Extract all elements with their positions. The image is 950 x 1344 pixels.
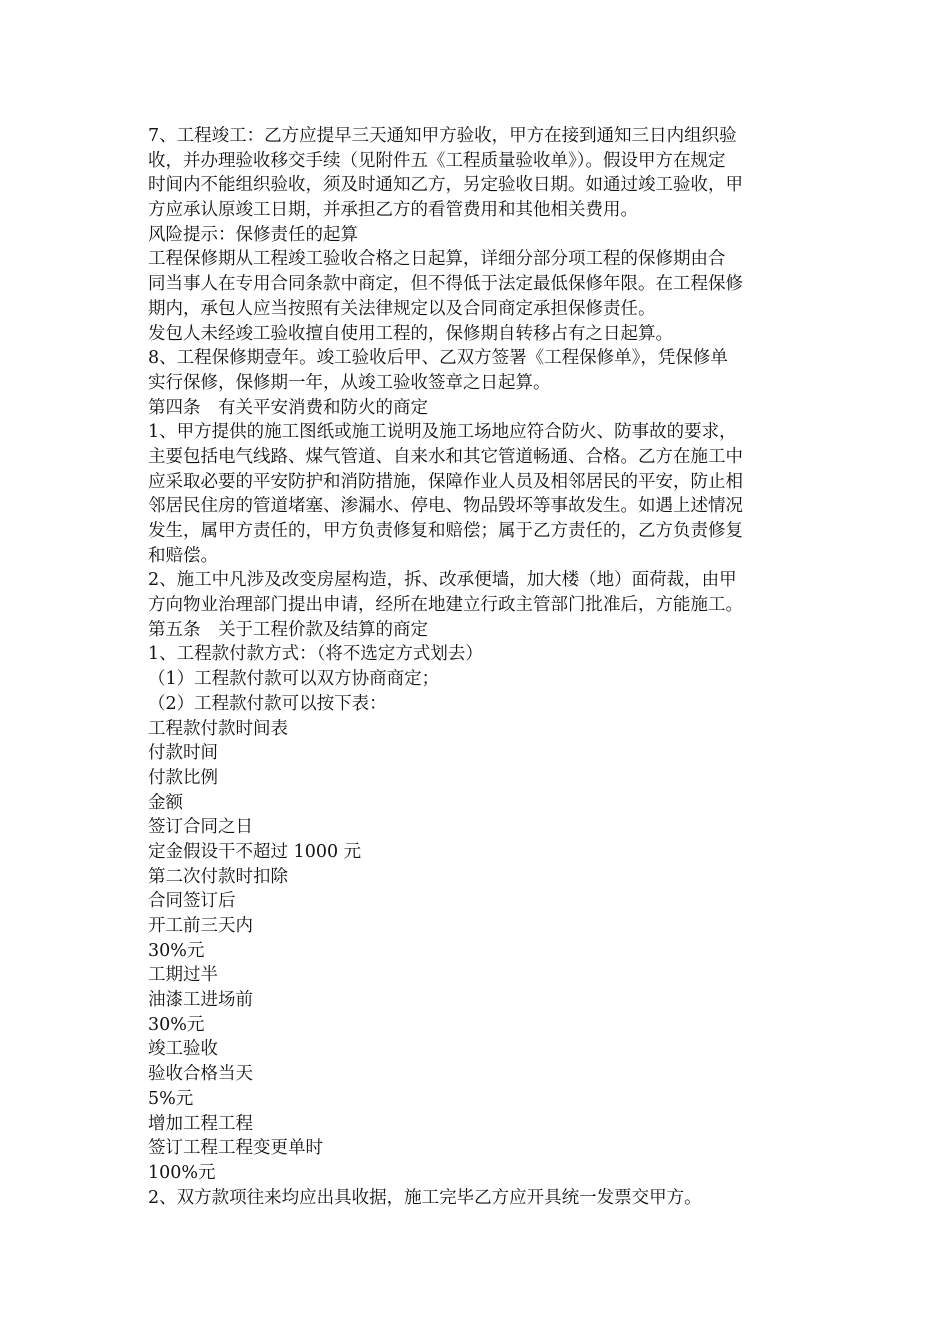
- text-line: 工期过半: [148, 965, 218, 986]
- paragraph: [148, 1136, 808, 1161]
- paragraph: [148, 766, 808, 791]
- text-line: 竣工验收: [148, 1039, 218, 1060]
- paragraph: [148, 322, 808, 347]
- text-line: 时间内不能组织验收，须及时通知乙方，另定验收日期。如通过竣工验收，甲: [148, 175, 743, 196]
- text-line: 签订工程工程变更单时: [148, 1138, 323, 1159]
- paragraph: [148, 963, 808, 988]
- paragraph: [148, 815, 808, 840]
- paragraph: [148, 1013, 808, 1038]
- paragraph: [148, 914, 808, 939]
- document-page: [148, 124, 808, 1210]
- paragraph: [148, 1062, 808, 1087]
- text-line: 发包人未经竣工验收擅自使用工程的，保修期自转移占有之日起算。: [148, 323, 673, 344]
- text-line: 同当事人在专用合同条款中商定，但不得低于法定最低保修年限。在工程保修: [148, 274, 743, 295]
- text-line: 100%元: [148, 1162, 216, 1183]
- text-line: 发生，属甲方责任的，甲方负责修复和赔偿；属于乙方责任的，乙方负责修复: [148, 521, 743, 541]
- text-line: 合同签订后: [148, 891, 236, 912]
- paragraph: [148, 988, 808, 1013]
- text-line: 期内，承包人应当按照有关法律规定以及合同商定承担保修责任。: [148, 298, 656, 319]
- paragraph: [148, 396, 808, 421]
- paragraph: [148, 889, 808, 914]
- text-line: 风险提示：保修责任的起算: [148, 224, 358, 245]
- text-line: （1）工程款付款可以双方协商商定；: [148, 669, 440, 690]
- paragraph: [148, 692, 808, 717]
- paragraph: [148, 865, 808, 890]
- text-line: 第五条 关于工程价款及结算的商定: [148, 619, 428, 640]
- paragraph: [148, 568, 808, 617]
- paragraph: [148, 1037, 808, 1062]
- paragraph: [148, 939, 808, 964]
- text-line: 工程保修期从工程竣工验收合格之日起算，详细分部分项工程的保修期由合: [148, 249, 726, 270]
- paragraph: [148, 791, 808, 816]
- text-line: 30%元: [148, 1014, 205, 1035]
- text-line: 5%元: [148, 1088, 194, 1109]
- paragraph: [148, 1087, 808, 1112]
- text-line: 定金假设干不超过 1000 元: [148, 841, 362, 862]
- text-line: 工程款付款时间表: [148, 718, 288, 739]
- text-line: 和赔偿。: [148, 545, 218, 566]
- paragraph: [148, 223, 808, 248]
- paragraph: [148, 346, 808, 395]
- text-line: 付款比例: [148, 767, 218, 788]
- paragraph: [148, 1161, 808, 1186]
- text-line: 1、工程款付款方式：（将不选定方式划去）: [148, 644, 483, 665]
- paragraph: [148, 741, 808, 766]
- paragraph: [148, 124, 808, 223]
- text-line: 方向物业治理部门提出申请，经所在地建立行政主管部门批准后，方能施工。: [148, 595, 743, 616]
- text-line: 验收合格当天: [148, 1064, 253, 1085]
- text-line: 金额: [148, 792, 183, 813]
- paragraph: [148, 717, 808, 742]
- paragraph: [148, 1186, 808, 1211]
- text-line: 签订合同之日: [148, 817, 253, 838]
- text-line: 主要包括电气线路、煤气管道、自来水和其它管道畅通、合格。乙方在施工中: [148, 446, 743, 467]
- text-line: 付款时间: [148, 743, 218, 764]
- text-line: 收，并办理验收移交手续（见附件五《工程质量验收单》）。假设甲方在规定: [148, 150, 726, 171]
- text-line: 开工前三天内: [148, 916, 253, 936]
- text-line: （2）工程款付款可以按下表：: [148, 693, 387, 714]
- text-line: 30%元: [148, 940, 205, 961]
- paragraph: [148, 840, 808, 865]
- text-line: 邻居民住房的管道堵塞、渗漏水、停电、物品毁坏等事故发生。如遇上述情况: [148, 496, 743, 517]
- paragraph: [148, 667, 808, 692]
- text-line: 油漆工进场前: [148, 990, 253, 1011]
- text-line: 1、甲方提供的施工图纸或施工说明及施工场地应符合防火、防事故的要求，: [148, 422, 737, 443]
- text-line: 8、工程保修期壹年。竣工验收后甲、乙双方签署《工程保修单》，凭保修单: [148, 348, 728, 369]
- text-line: 第二次付款时扣除: [148, 866, 288, 887]
- paragraph: [148, 618, 808, 643]
- text-line: 实行保修，保修期一年，从竣工验收签章之日起算。: [148, 372, 551, 393]
- text-line: 方应承认原竣工日期，并承担乙方的看管费用和其他相关费用。: [148, 200, 638, 221]
- text-line: 增加工程工程: [148, 1113, 253, 1134]
- text-line: 第四条 有关平安消费和防火的商定: [148, 397, 428, 418]
- paragraph: [148, 420, 808, 568]
- text-line: 应采取必要的平安防护和消防措施，保障作业人员及相邻居民的平安，防止相: [148, 471, 743, 492]
- text-line: 7、工程竣工：乙方应提早三天通知甲方验收，甲方在接到通知三日内组织验: [148, 126, 737, 146]
- paragraph: [148, 247, 808, 321]
- text-line: 2、双方款项往来均应出具收据，施工完毕乙方应开具统一发票交甲方。: [148, 1187, 702, 1208]
- paragraph: [148, 642, 808, 667]
- paragraph: [148, 1112, 808, 1137]
- text-line: 2、施工中凡涉及改变房屋构造，拆、改承便墙，加大楼（地）面荷裁，由甲: [148, 570, 737, 591]
